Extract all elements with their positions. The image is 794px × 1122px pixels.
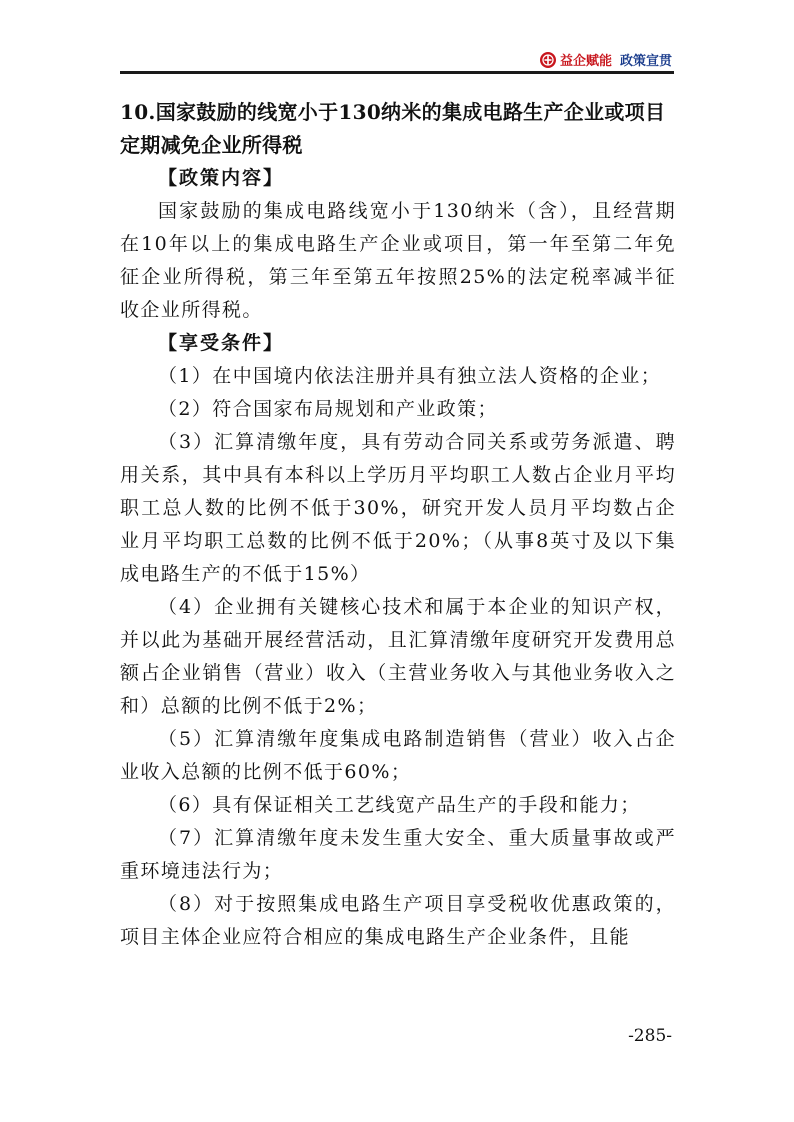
condition-item-8: （8）对于按照集成电路生产项目享受税收优惠政策的，项目主体企业应符合相应的集成电路生产企业条件，且能 — [120, 893, 676, 948]
header-brand — [540, 50, 672, 69]
condition-item-3: （3）汇算清缴年度，具有劳动合同关系或劳务派遣、聘用关系，其中具有本科以上学历月平均职工人数占企业月平均职工总人数的比例不低于30%，研究开发人员月平均数占企业月平均职工总数的比例不低于20%；（从事8英寸及以下集成电路生产的不低于15%） — [120, 431, 676, 585]
page-number: -285- — [628, 1026, 672, 1046]
policy-content-heading: 【政策内容】 — [158, 167, 285, 189]
condition-item-7: （7）汇算清缴年度未发生重大安全、重大质量事故或严重环境违法行为； — [120, 827, 676, 882]
brand-tagline: 政策宣贯 — [619, 54, 672, 69]
condition-item-5: （5）汇算清缴年度集成电路制造销售（营业）收入占企业收入总额的比例不低于60%； — [120, 728, 676, 783]
policy-content-text: 国家鼓励的集成电路线宽小于130纳米（含），且经营期在10年以上的集成电路生产企业或项目，第一年至第二年免征企业所得税，第三年至第五年按照25%的法定税率减半征收企业所得税。 — [120, 200, 676, 321]
conditions-heading: 【享受条件】 — [158, 332, 285, 354]
section-title: 10.国家鼓励的线宽小于130纳米的集成电路生产企业或项目定期减免企业所得税 — [120, 100, 666, 157]
document-body — [120, 96, 676, 954]
header-divider — [120, 71, 674, 74]
condition-item-1: （1）在中国境内依法注册并具有独立法人资格的企业； — [158, 365, 662, 387]
condition-item-2: （2）符合国家布局规划和产业政策； — [158, 398, 498, 420]
condition-item-6: （6）具有保证相关工艺线宽产品生产的手段和能力； — [158, 794, 641, 816]
condition-item-4: （4）企业拥有关键核心技术和属于本企业的知识产权，并以此为基础开展经营活动，且汇算清缴年度研究开发费用总额占企业销售（营业）收入（主营业务收入与其他业务收入之和）总额的比例不低于2%； — [120, 596, 676, 717]
brand-logo-icon — [540, 52, 556, 68]
brand-name: 益企赋能 — [559, 54, 612, 69]
